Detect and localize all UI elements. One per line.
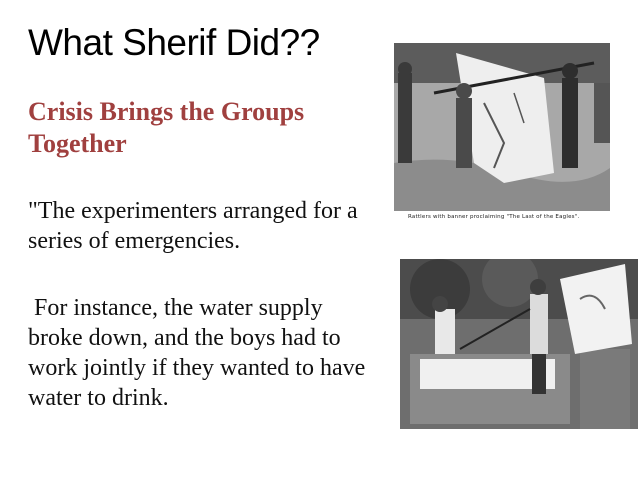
banner-photo xyxy=(394,43,610,211)
slide-subtitle: Crisis Brings the Groups Together xyxy=(28,97,305,158)
body-paragraph-2: For instance, the water supply broke down, and the boys had to work jointly if they wanted to have water to drink. xyxy=(28,295,372,411)
water-tank-photo xyxy=(400,259,638,429)
body-paragraph-1: "The experimenters arranged for a series of emergencies. xyxy=(28,198,358,254)
top-photo-caption: Rattlers with banner proclaiming "The Last of the Eagles". xyxy=(408,214,580,220)
slide-title: What Sherif Did?? xyxy=(28,22,320,63)
